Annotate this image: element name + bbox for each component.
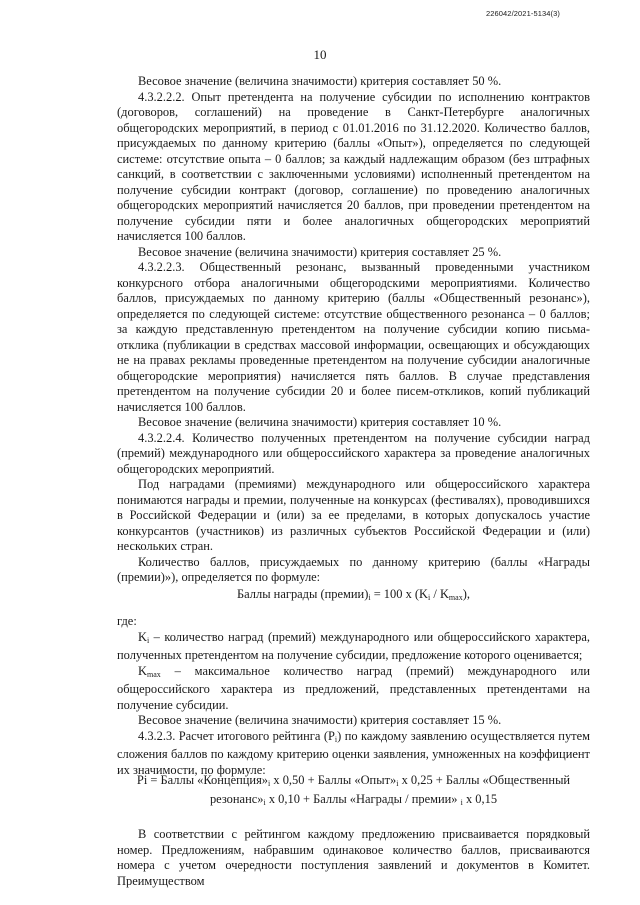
formula-line-2 — [117, 792, 590, 811]
paragraph: Весовое значение (величина значимости) критерия составляет 25 %. — [138, 244, 502, 259]
paragraph-4323 — [117, 729, 590, 779]
where-label: где: — [117, 614, 137, 628]
formula-subscript: i — [368, 593, 371, 602]
definition-kmax — [117, 664, 590, 714]
definition-text: – максимальное количество наград (премий) международного или общероссийского характера из предложений, представленных претендентами на получение субсидии. — [117, 663, 590, 712]
document-body — [117, 74, 590, 586]
paragraph-text: ) по каждому заявлению осуществляется путем сложения баллов по каждому критерию оценки заявления, умноженных на коэффициент их значимости, по формуле: — [117, 728, 590, 777]
paragraph: Весовое значение (величина значимости) критерия составляет 15 %. — [138, 713, 502, 727]
definitions-block — [117, 614, 590, 778]
formula-subscript: i — [428, 593, 431, 602]
formula-text: / K — [430, 587, 449, 601]
symbol: K — [138, 663, 147, 678]
formula-text: резонанс» — [209, 791, 264, 806]
definition-text: – количество наград (премий) международного или общероссийского характера, полученных претендентом на получение субсидии, предложение которого оценивается; — [117, 629, 590, 662]
symbol-subscript: i — [146, 635, 150, 645]
formula-subscript: max — [448, 593, 463, 602]
definition-ki — [117, 630, 590, 664]
formula-subscript: i — [396, 779, 399, 788]
formula-text: x 0,50 + Баллы «Опыт» — [270, 773, 397, 787]
rating-formula — [117, 773, 590, 811]
formula-subscript: i — [460, 797, 463, 807]
symbol-subscript: i — [334, 734, 338, 744]
paragraph: 4.3.2.2.2. Опыт претендента на получение субсидии по исполнению контрактов (договоров, соглашений) на проведение в Санкт-Петербурге аналогичных общегородских мероприятий, в период с 01.01.2016 по 31.12.2020. Количество баллов, присуждаемых по данному критерию (баллы «Опыт»), определяется по следующей системе: отсутствие опыта – 0 баллов; за каждый надлежащим образом (без штрафных санкций, в соответствии с заключенными условиями) исполненный претендентом на получение субсидии контракт (договор, соглашение) по проведению аналогичных общегородских мероприятий начисляется 20 баллов, при проведении претендентом на получение субсидии пяти и более аналогичных общегородских мероприятий начисляется 100 баллов. — [117, 89, 590, 243]
formula-text: x 0,15 — [462, 791, 498, 806]
page-number: 10 — [313, 47, 327, 62]
paragraph: Весовое значение (величина значимости) критерия составляет 50 %. — [138, 74, 502, 88]
document-id: 226042/2021-5134(3) — [485, 9, 560, 18]
paragraph: 4.3.2.2.3. Общественный резонанс, вызванный проведенными участником конкурсного отбора аналогичными общегородскими мероприятиями. Количество баллов, присуждаемых по данному критерию (баллы «Общественный резонанс»), определяется по следующей системе: отсутствие общественного резонанса – 0 баллов; за каждую представленную претендентом на получение субсидии копию письма-отклика (публикации в средствах массовой информации, освещающих и обсуждающих не на правах рекламы проведенные претендентом на получение субсидии аналогичные общегородские мероприятия) начисляется пять баллов. В случае представления претендентом на получение субсидии 20 и более писем-откликов, копий публикаций начисляется 100 баллов. — [117, 260, 590, 414]
paragraph: В соответствии с рейтингом каждому предложению присваивается порядковый номер. Предложениям, набравшим одинаковое количество баллов, присваиваются номера с учетом очередности поступления заявлений и документов в Комитет. Преимуществом — [117, 827, 590, 888]
symbol: K — [138, 629, 147, 644]
formula-text: x 0,10 + Баллы «Награды / премии» — [265, 791, 461, 806]
paragraph: Весовое значение (величина значимости) критерия составляет 10 %. — [138, 415, 502, 429]
formula-text: Pi = Баллы «Концепция» — [136, 773, 269, 787]
closing-block — [117, 827, 590, 889]
paragraph: Количество баллов, присуждаемых по данному критерию (баллы «Награды (премии)»), определяется по формуле: — [117, 554, 590, 584]
formula-text: ), — [462, 587, 470, 601]
symbol-subscript: max — [146, 669, 161, 679]
formula-text: x 0,25 + Баллы «Общественный — [398, 773, 571, 787]
formula-text: Баллы награды (премии) — [237, 587, 369, 601]
awards-formula — [117, 587, 590, 602]
paragraph: Под наградами (премиями) международного или общероссийского характера понимаются награды и премии, полученные на конкурсах (фестивалях), проводившихся в Российской Федерации и (или) за ее пределами, в которых допускалось участие конкурсантов (участников) из различных субъектов Российской Федерации и (или) нескольких стран. — [117, 477, 590, 553]
formula-line-1 — [117, 773, 590, 792]
paragraph-text: 4.3.2.3. Расчет итогового рейтинга (P — [138, 728, 335, 743]
formula-text: = 100 x (K — [370, 587, 429, 601]
formula-subscript: i — [263, 797, 266, 807]
paragraph: 4.3.2.2.4. Количество полученных претендентом на получение субсидии наград (премий) международного или общероссийского характера за проведение аналогичных общегородских мероприятий. — [117, 430, 590, 476]
formula-subscript: i — [268, 779, 271, 788]
